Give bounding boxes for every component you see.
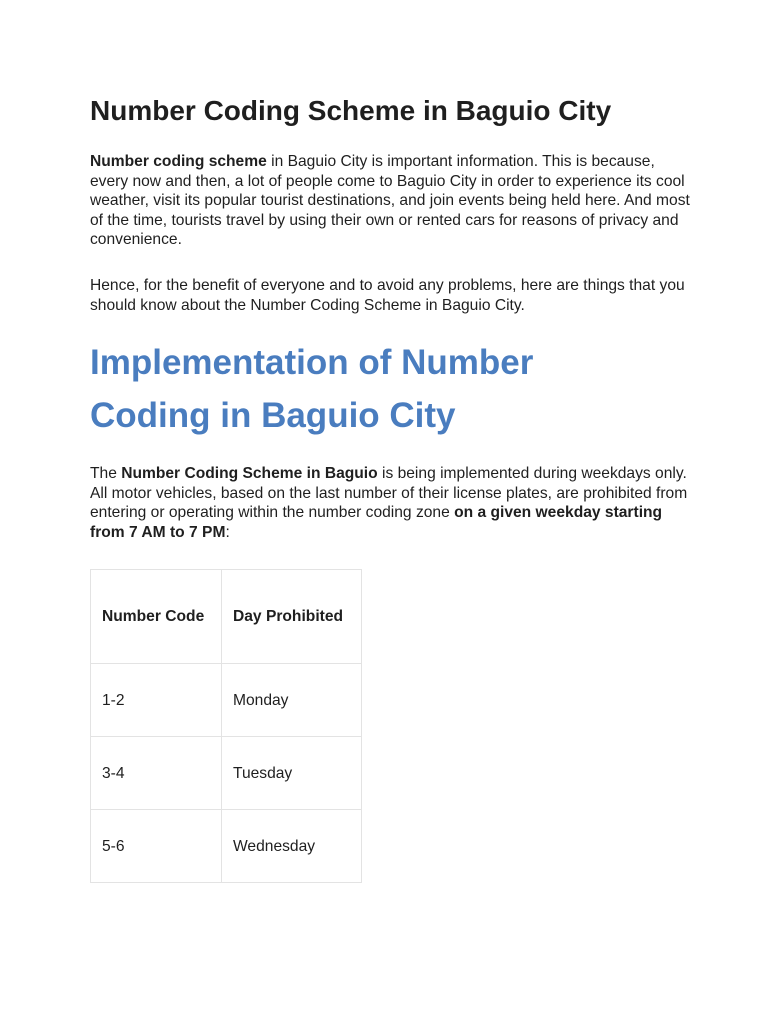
cell-number-code: 3-4 <box>91 737 222 810</box>
intro-text: in Baguio City is important information. This is because, every now and then, a lot of people come to Baguio City in order to experience its cool weather, visit its popular tourist destinations, and join events being held here. And most of the time, tourists travel by using their own or rented cars for reasons of privacy and convenience. <box>90 153 690 249</box>
cell-day: Wednesday <box>222 810 362 883</box>
implementation-bold-2: on a given weekday starting from 7 AM to 7 PM <box>90 504 663 541</box>
implementation-text-2: is being implemented during weekdays only. All motor vehicles, based on the last number of their license plates, are prohibited from entering or operating within the number coding zone <box>90 465 688 522</box>
intro-paragraph <box>90 152 690 250</box>
table-row <box>91 810 362 883</box>
hence-paragraph: Hence, for the benefit of everyone and to avoid any problems, here are things that you should know about the Number Coding Scheme in Baguio City. <box>90 277 685 314</box>
cell-day: Monday <box>222 664 362 737</box>
intro-lead-bold: Number coding scheme <box>90 153 267 170</box>
cell-day: Tuesday <box>222 737 362 810</box>
header-day-prohibited: Day Prohibited <box>222 570 362 664</box>
implementation-text-3: : <box>225 523 230 541</box>
table-row <box>91 664 362 737</box>
implementation-bold-1: Number Coding Scheme in Baguio <box>121 465 378 482</box>
section-heading: Implementation of Number Coding in Baguio City <box>90 343 534 435</box>
page-title: Number Coding Scheme in Baguio City <box>90 95 612 126</box>
table-header-row <box>91 570 362 664</box>
cell-number-code: 5-6 <box>91 810 222 883</box>
cell-number-code: 1-2 <box>91 664 222 737</box>
header-number-code: Number Code <box>91 570 222 664</box>
coding-table <box>90 569 362 883</box>
implementation-paragraph <box>90 464 690 542</box>
implementation-text-1: The <box>90 465 122 482</box>
table-row <box>91 737 362 810</box>
